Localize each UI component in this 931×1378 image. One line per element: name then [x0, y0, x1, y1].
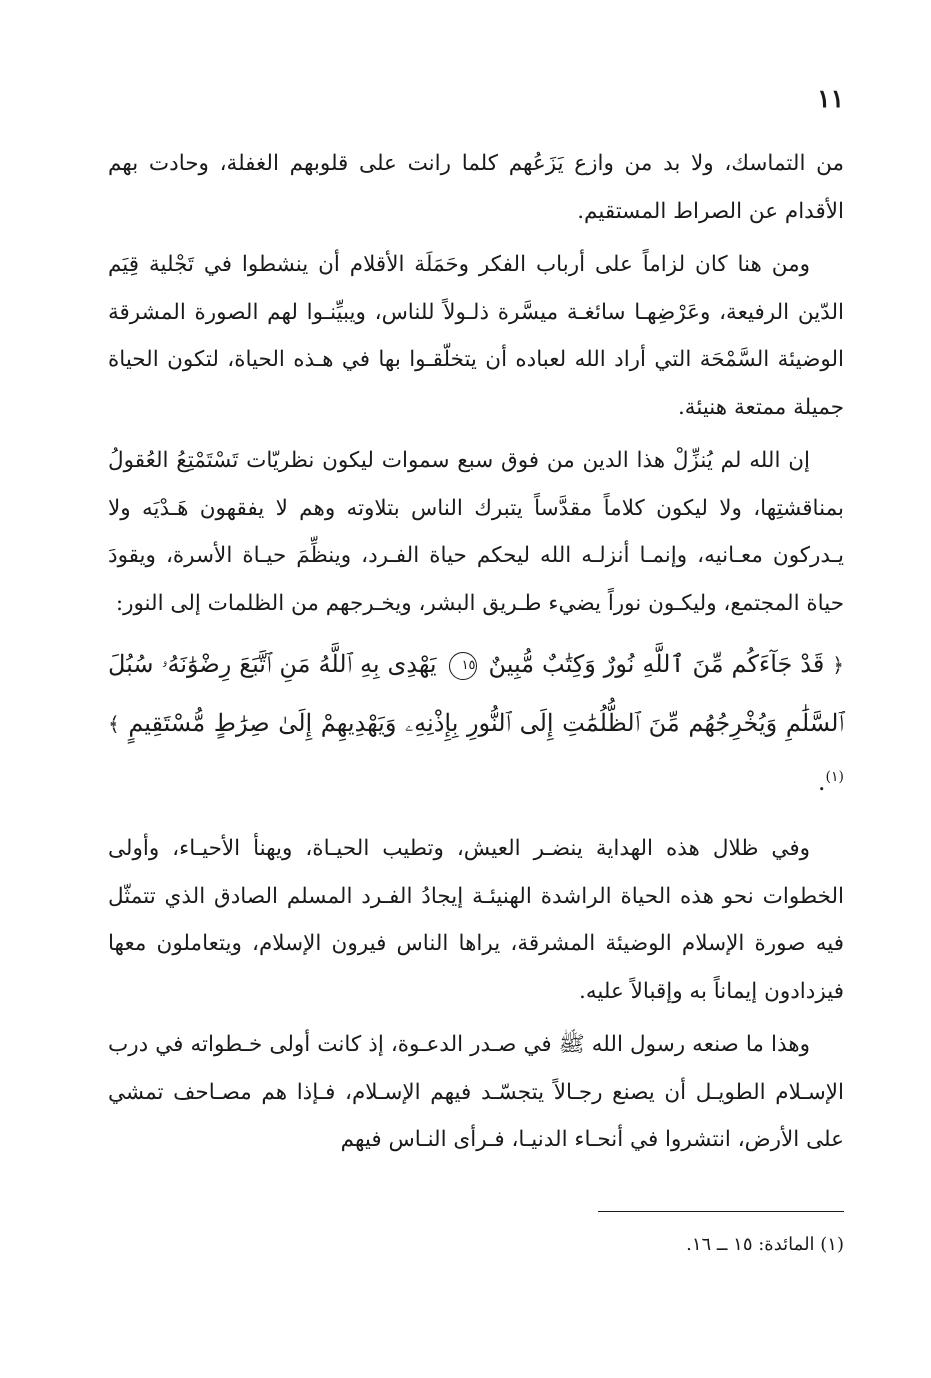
- body-text: [108, 140, 844, 1164]
- footnote-reference: (١): [825, 769, 844, 785]
- verse-text-part-1: قَدْ جَآءَكُم مِّنَ ٱللَّهِ نُورٌ وَكِتَٰبٌ مُّبِينٌ: [488, 650, 825, 678]
- paragraph-2: ومن هنا كان لزاماً على أرباب الفكر وحَمَلَة الأقلام أن ينشطوا في تَجْلية قِيَم الدّين الرفيعة، وعَرْضِهـا سائغـة ميسَّرة ذلـولاً للناس، ويبيِّنـوا لهم الصورة المشرقة الوضيئة السَّمْحَة التي أراد الله لعباده أن يتخلّقـوا بها في هـذه الحياة، لتكون الحياة جميلة ممتعة هنيئة.: [108, 252, 844, 420]
- verse-text-part-2: يَهْدِى بِهِ ٱللَّهُ مَنِ ٱتَّبَعَ رِضْوَٰنَهُۥ سُبُلَ ٱلسَّلَٰمِ وَيُخْرِجُهُم مِّنَ ٱلظُّلُمَٰتِ إِلَى ٱلنُّورِ بِإِذْنِهِۦ وَيَهْدِيهِمْ إِلَىٰ صِرَٰطٍ مُّسْتَقِيمٍ: [108, 650, 844, 737]
- paragraph-4: وفي ظلال هذه الهداية ينضـر العيش، وتطيب الحيـاة، ويهنأ الأحيـاء، وأولى الخطوات نحو هذه الحياة الراشدة الهنيئـة إيجادُ الفـرد المسلم الصادق الذي تتمثّل فيه صورة الإسلام الوضيئة المشرقة، يراها الناس فيرون الإسلام، ويتعاملون معها فيزدادون إيماناً به وإقبالاً عليه.: [108, 836, 844, 1004]
- page-number: ١١: [817, 84, 844, 113]
- footnote-divider: [598, 1211, 844, 1212]
- verse-close-bracket: ﴾: [108, 712, 120, 736]
- paragraph-1: من التماسك، ولا بد من وازع يَزَعُهم كلما رانت على قلوبهم الغفلة، وحادت بهم الأقدام عن الصراط المستقيم.: [108, 151, 844, 224]
- quran-verse: [108, 635, 844, 811]
- paragraph-3: إن الله لم يُنزِّلْ هذا الدين من فوق سبع سموات ليكون نظريّات تَسْتَمْتِعُ العُقولُ بمناقشتِها، ولا ليكون كلاماً مقدَّساً يتبرك الناس بتلاوته وهم لا يفقهون هَـدْيَه ولا يـدركون معـانيه، وإنمـا أنزلـه الله ليحكم حياة الفـرد، وينظِّمَ حيـاة الأسرة، ويقودَ حياة المجتمع، وليكـون نوراً يضيء طـريق البشر، ويخـرجهم من الظلمات إلى النور:: [108, 448, 844, 616]
- verse-open-bracket: ﴿: [832, 653, 845, 677]
- verse-end-period: .: [817, 768, 826, 796]
- footnote: (١) المائدة: ١٥ ــ ١٦.: [686, 1234, 844, 1255]
- paragraph-5: وهذا ما صنعه رسول الله ﷺ في صـدر الدعـوة، إذ كانت أولى خـطواته في درب الإسـلام الطويـل أن يصنع رجـالاً يتجسّـد فيهم الإسـلام، فـإذا هم مصـاحف تمشي على الأرض، انتشروا في أنحـاء الدنيـا، فـرأى النـاس فيهم: [108, 1032, 844, 1152]
- ayah-number-marker: ١٥: [449, 652, 477, 680]
